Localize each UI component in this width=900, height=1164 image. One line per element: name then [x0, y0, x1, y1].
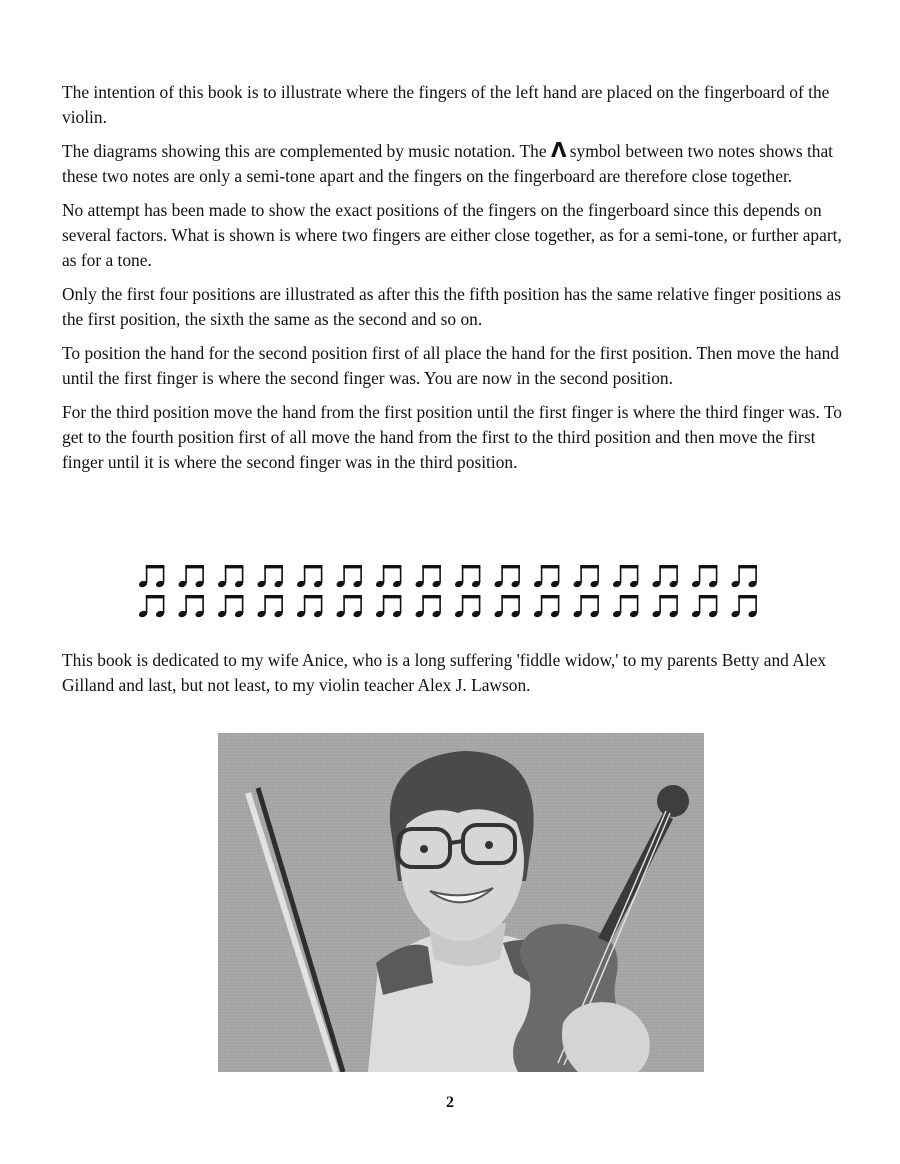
- violinist-photo: [218, 733, 704, 1072]
- beamed-eighth-notes-icon: [573, 565, 600, 588]
- beamed-eighth-notes-icon: [217, 595, 244, 618]
- beamed-eighth-notes-icon: [415, 595, 442, 618]
- beamed-eighth-notes-icon: [612, 595, 639, 618]
- beamed-eighth-notes-icon: [494, 565, 521, 588]
- beamed-eighth-notes-icon: [257, 595, 284, 618]
- beamed-eighth-notes-icon: [731, 595, 758, 618]
- beamed-eighth-notes-icon: [217, 565, 244, 588]
- paragraph-second-position: To position the hand for the second position first of all place the hand for the first position. Then move the hand until the first finger is where the second finger was. You are now in the second position.: [62, 343, 840, 388]
- glasses-bridge: [450, 841, 463, 843]
- dedication-text: This book is dedicated to my wife Anice, who is a long suffering 'fiddle widow,' to my parents Betty and Alex Gilland and last, but not least, to my violin teacher Alex J. Lawson.: [62, 650, 827, 695]
- beamed-eighth-notes-icon: [375, 565, 402, 588]
- beamed-eighth-notes-icon: [415, 565, 442, 588]
- beamed-eighth-notes-icon: [454, 595, 481, 618]
- semitone-symbol: Λ: [550, 138, 566, 162]
- beamed-eighth-notes-icon: [178, 565, 205, 588]
- paragraph-positions-note: No attempt has been made to show the exact positions of the fingers on the fingerboard since this depends on several factors. What is shown is where two fingers are either close together, as for a semi-tone, or further apart, as for a tone.: [62, 200, 842, 270]
- paragraph-four-positions: Only the first four positions are illustrated as after this the fifth position has the same relative finger positions as the first position, the sixth the same as the second and so on.: [62, 284, 842, 329]
- beamed-eighth-notes-icon: [336, 565, 363, 588]
- violinist-illustration: [218, 733, 704, 1072]
- beamed-eighth-notes-icon: [138, 565, 165, 588]
- beamed-eighth-notes-icon: [257, 565, 284, 588]
- beamed-eighth-notes-icon: [296, 595, 323, 618]
- beamed-eighth-notes-icon: [652, 595, 679, 618]
- music-notes-divider-bottom: [138, 593, 770, 619]
- paragraph-diagrams-end: symbol between two notes shows that these two notes are only a semi-tone apart and the fingers on the fingerboard are therefore close together.: [62, 141, 834, 186]
- page-number: 2: [446, 1094, 454, 1111]
- beamed-eighth-notes-icon: [336, 595, 363, 618]
- beamed-eighth-notes-icon: [691, 595, 718, 618]
- beamed-eighth-notes-icon: [612, 565, 639, 588]
- beamed-eighth-notes-icon: [652, 565, 679, 588]
- beamed-eighth-notes-icon: [731, 565, 758, 588]
- beamed-eighth-notes-icon: [573, 595, 600, 618]
- beamed-eighth-notes-icon: [691, 565, 718, 588]
- introduction-text: [62, 80, 852, 484]
- beamed-eighth-notes-icon: [533, 565, 560, 588]
- violin-scroll: [657, 785, 689, 817]
- beamed-eighth-notes-icon: [375, 595, 402, 618]
- paragraph-diagrams: [62, 139, 852, 189]
- beamed-eighth-notes-icon: [138, 595, 165, 618]
- beamed-eighth-notes-icon: [296, 565, 323, 588]
- paragraph-third-fourth-position: For the third position move the hand from the first position until the first finger is where the third finger was. To get to the fourth position first of all move the hand from the first to the third position and then move the first finger until it is where the second finger was in the third position.: [62, 402, 842, 472]
- beamed-eighth-notes-icon: [494, 595, 521, 618]
- paragraph-intention: The intention of this book is to illustrate where the fingers of the left hand are placed on the fingerboard of the violin.: [62, 82, 830, 127]
- right-eye: [485, 841, 493, 849]
- beamed-eighth-notes-icon: [533, 595, 560, 618]
- beamed-eighth-notes-icon: [178, 595, 205, 618]
- left-eye: [420, 845, 428, 853]
- music-notes-divider-top: [138, 563, 770, 589]
- beamed-eighth-notes-icon: [454, 565, 481, 588]
- paragraph-diagrams-start: The diagrams showing this are complemented by music notation. The: [62, 141, 551, 161]
